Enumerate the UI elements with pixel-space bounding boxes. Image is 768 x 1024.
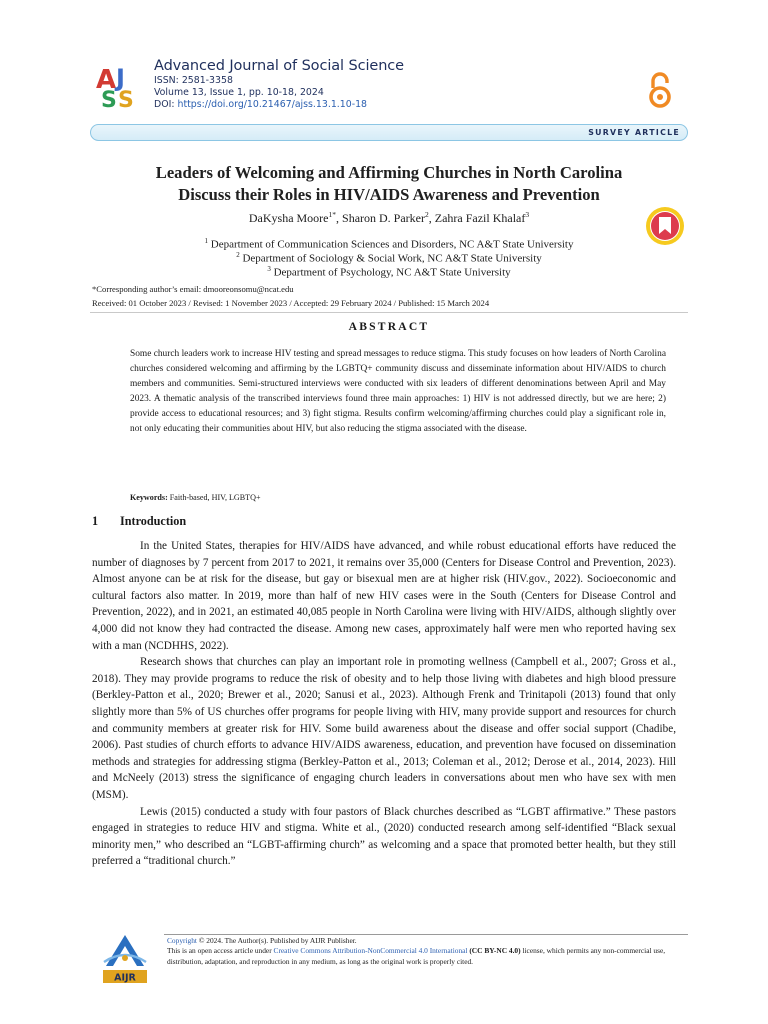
affiliation-sup: 2 [236,251,240,259]
corresponding-author: *Corresponding author’s email: dmooreonsomu@ncat.edu [92,284,294,294]
affiliation-sup: 3 [267,265,271,273]
article-title [90,162,688,206]
author-list [90,210,688,226]
copyright-line [167,936,683,946]
author-name[interactable]: DaKysha Moore [248,211,329,225]
section-number: 1 [92,514,99,528]
svg-text:A: A [96,65,117,95]
license-pre: This is an open access article under [167,946,274,956]
author-name[interactable]: Zahra Fazil Khalaf [434,211,526,225]
affiliation-3 [90,265,688,279]
keywords [130,493,261,502]
article-title-line-2: Discuss their Roles in HIV/AIDS Awareness and Prevention [178,185,600,204]
affiliation-text: Department of Communication Sciences and Disorders, NC A&T State University [210,238,574,251]
issn: ISSN: 2581-3358 [154,75,233,86]
author-sep: , [336,211,343,225]
svg-text:J: J [116,64,125,92]
affiliation-1 [90,237,688,251]
abstract-heading: ABSTRACT [348,320,430,333]
doi-link[interactable]: https://doi.org/10.21467/ajss.13.1.10-18 [177,99,368,110]
article-dates: Received: 01 October 2023 / Revised: 1 November 2023 / Accepted: 29 February 2024 / Published: 15 March 2024 [92,298,490,308]
author-sup: 2 [425,210,429,219]
author-name[interactable]: Sharon D. Parker [342,211,425,225]
affiliation-2 [90,251,688,265]
aijr-logo-text: AIJR [114,972,136,984]
keywords-list: Faith-based, HIV, LGBTQ+ [169,493,261,502]
open-access-icon[interactable] [647,72,673,108]
license-post: license, which permits any non-commercial use, distribution, adaptation, and reproduction in any medium, as long as the original work is properly cited. [167,946,666,966]
abstract-text: Some church leaders work to increase HIV testing and spread messages to reduce stigma. This study focuses on how leaders of North Carolina churches considered welcoming and affirming by the LGBTQ+ community discuss and disseminate information about HIV/AIDS to church members and communities. Semi-structured interviews were conducted with six leaders of different denominations between April and May 2023. A thematic analysis of the transcribed interviews found three main approaches: 1) HIV is not addressed directly, but we are here; 2) provide access to educational resources; and 3) fight stigma. Results confirm welcoming/affirming churches could play a significant role in, not only educating their communities about HIV, but also reducing the stigma associated with the disease. [130,349,666,435]
affiliation-sup: 1 [204,237,208,245]
keywords-label: Keywords: [130,493,168,502]
author-sep: , [428,211,435,225]
doi-line [154,99,367,110]
divider [90,312,688,313]
author-sup: 3 [525,210,530,219]
journal-name: Advanced Journal of Social Science [154,58,404,74]
paragraph: In the United States, therapies for HIV/AIDS have advanced, and while robust educational efforts have reduced the number of diagnoses by 7 percent from 2017 to 2021, it remains over 35,000 (Centers for Disease Control and Prevention, 2023). Almost anyone can be at risk for the disease, but gay or bisexual men are at higher risk (HIV.gov., 2022). Socioeconomic and cultural factors also matter. In 2019, more than half of new HIV cases were in the South (Centers for Disease Control and Prevention, 2022), and in 2021, an estimated 40,085 people in North Carolina were living with HIV/AIDS, although slightly over 4,000 did not know they had contracted the disease. Among new cases, approximately half were men who reported having sex with a man (NCDHHS, 2022). [92,540,676,652]
license-text [167,946,683,967]
journal-logo-icon [96,62,150,108]
section-title: Introduction [120,514,187,528]
license-link[interactable]: Creative Commons Attribution-NonCommercial 4.0 International [273,946,468,956]
svg-text:S: S [118,88,134,108]
footer-license [167,936,683,967]
license-code: (CC BY-NC 4.0) [467,946,521,956]
affiliation-text: Department of Psychology, NC A&T State University [273,266,511,279]
article-title-line-1: Leaders of Welcoming and Affirming Churches in North Carolina [155,163,623,182]
article-type-bar [90,124,688,141]
section-body [92,538,676,870]
svg-text:S: S [101,88,117,108]
paragraph: Research shows that churches can play an important role in promoting wellness (Campbell et al., 2007; Gross et al., 2018). They may provide programs to reduce the risk of obesity and to help those living with diabetes and high blood pressure (Berkley-Patton et al., 2020; Brewer et al., 2020; Sanusi et al., 2023). Although Frenk and Trinitapoli (2013) found that only slightly more than 5% of US churches offer programs for people living with HIV, many provide support and resources for church and community members at greater risk for HIV. Some build awareness about the disease and offer social support (Chadibe, 2006). Past studies of church efforts to advance HIV/AIDS awareness, education, and prevention have focused on dissemination methods and strategies for addressing stigma (Berkley-Patton et al., 2013; Coleman et al., 2012; Derose et al., 2014, 2023). Hill and McNeely (2013) stress the significance of engaging church leaders in conversations about men who have sex with men (MSM). [92,656,676,801]
aijr-publisher-logo-icon [100,932,150,984]
doi-label: DOI: [154,99,175,110]
paragraph: Lewis (2015) conducted a study with four pastors of Black churches described as “LGBT affirmative.” These pastors engaged in strategies to reduce HIV and stigma. White et al., (2020) conducted research among self-identified “Black sexual minority men,” who described an “LGBT-affirming church” as welcoming and a space that promoted better health, but they still preferred a “traditional church.” [92,805,676,868]
footer-divider [164,934,688,935]
copyright-link[interactable]: Copyright [167,936,197,945]
affiliation-text: Department of Sociology & Social Work, NC A&T State University [242,252,542,265]
copyright-text: © 2024. The Author(s). Published by AIJR Publisher. [196,936,357,945]
author-sup: 1* [328,210,337,219]
volume-info: Volume 13, Issue 1, pp. 10-18, 2024 [154,87,324,98]
article-type-label: SURVEY ARTICLE [588,128,680,137]
